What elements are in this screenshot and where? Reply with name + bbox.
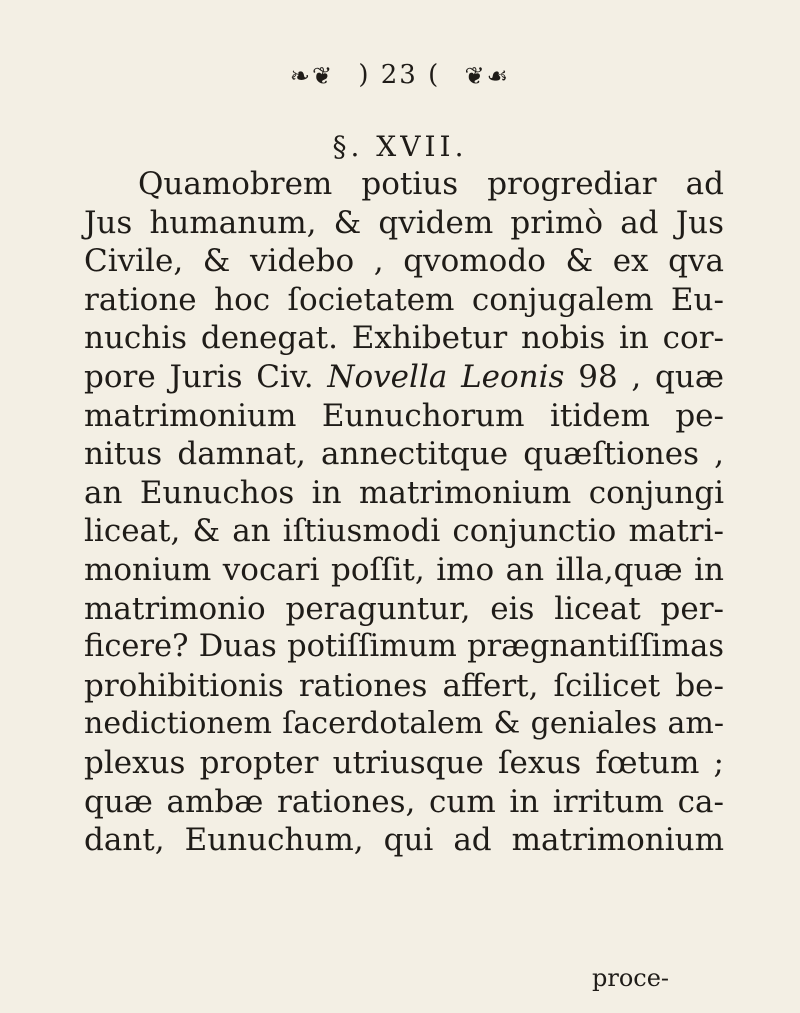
text-line: matrimonio peraguntur, eis liceat per- xyxy=(84,590,724,627)
text-line: an Eunuchos in matrimonium conjungi xyxy=(84,474,724,511)
text-line: ficere? Duas potiſſimum prægnantiſſimas xyxy=(84,629,724,665)
text-line: nuchis denegat. Exhibetur nobis in cor- xyxy=(84,320,724,357)
fleuron-left-icon: ❧❦ xyxy=(289,62,335,90)
text-line: nitus damnat, annectitque quæſtiones , xyxy=(84,436,724,473)
text-line: Civile, & videbo , qvomodo & ex qva xyxy=(84,243,724,280)
paragraph xyxy=(84,165,724,860)
text-line: ratione hoc ſocietatem conjugalem Eu- xyxy=(84,281,724,318)
page-number: ) 23 ( xyxy=(358,60,441,90)
text-line: matrimonium Eunuchorum itidem pe- xyxy=(84,397,724,434)
text-line: monium vocari poſſit, imo an illa,quæ in xyxy=(84,551,724,588)
fleuron-right-icon: ❦☙ xyxy=(464,62,511,90)
section-heading: §. XVII. xyxy=(332,130,468,163)
italic-reference: Novella Leonis xyxy=(327,358,565,395)
text-line: liceat, & an iſtiusmodi conjunctio matri- xyxy=(84,513,724,550)
text-line: prohibitionis rationes affert, ſcilicet be- xyxy=(84,667,724,704)
catchword: proce- xyxy=(592,964,670,992)
running-head xyxy=(0,60,800,90)
text-line: quæ ambæ rationes, cum in irritum ca- xyxy=(84,783,724,820)
text-line: dant, Eunuchum, qui ad matrimonium xyxy=(84,822,724,859)
text-line: Quamobrem potius progrediar ad xyxy=(138,166,724,202)
text-line: pore Juris Civ. Novella Leonis 98 , quæ xyxy=(84,358,725,395)
text-line: plexus propter utriusque ſexus fœtum ; xyxy=(84,744,724,781)
text-line: Jus humanum, & qvidem primò ad Jus xyxy=(84,204,724,241)
text-line: nedictionem ſacerdotalem & geniales am- xyxy=(84,706,724,742)
